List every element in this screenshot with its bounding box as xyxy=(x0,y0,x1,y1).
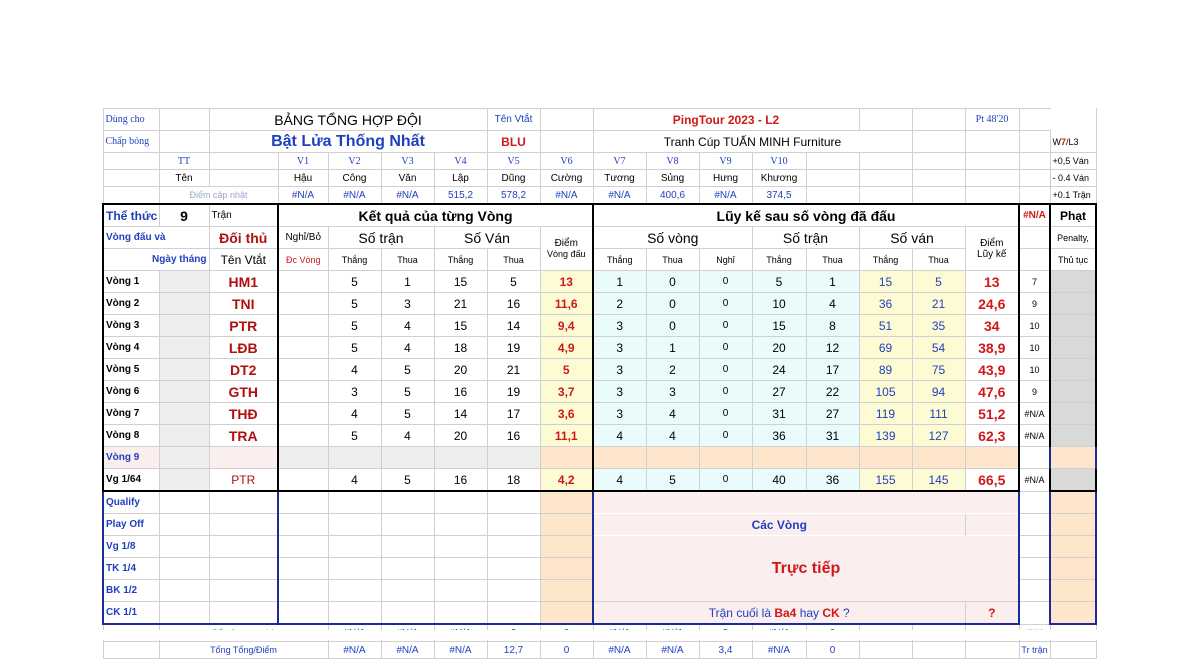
cum-points: 13 xyxy=(965,271,1019,293)
diem2-heading: Điểm xyxy=(980,237,1004,249)
round-points: 11,6 xyxy=(540,293,593,315)
thang-heading: Thắng xyxy=(593,249,646,271)
cum-matches-lost: 27 xyxy=(806,403,859,425)
opponent-code: GTH xyxy=(209,381,278,403)
tran-thua: 1 xyxy=(381,271,434,293)
tran-thua: 5 xyxy=(381,469,434,492)
round-points: 13 xyxy=(540,271,593,293)
footer-sub-value: 3,4 xyxy=(699,642,752,659)
cum-sets-won: 69 xyxy=(859,337,912,359)
round-points: 4,2 xyxy=(540,469,593,492)
tran-thang: 5 xyxy=(328,425,381,447)
final-note-mid: hay xyxy=(796,605,823,620)
cum-matches-won: 24 xyxy=(752,359,806,381)
cum-sets-lost: 21 xyxy=(912,293,965,315)
cum-points: 24,6 xyxy=(965,293,1019,315)
cum-matches-won: 5 xyxy=(752,271,806,293)
cum-sets-won: 139 xyxy=(859,425,912,447)
cum-rounds-won: 3 xyxy=(593,381,646,403)
thua-heading: Thua xyxy=(912,249,965,271)
footer-right: Tr trận xyxy=(1019,642,1050,659)
cum-sets-won: 119 xyxy=(859,403,912,425)
nghi-heading: Nghỉ xyxy=(699,249,752,271)
player-code: V6 xyxy=(540,153,593,170)
cum-rounds-rest: 0 xyxy=(699,293,752,315)
extra-value: #N/A xyxy=(1019,469,1050,492)
extra-value: 7 xyxy=(1019,271,1050,293)
vong-dau-va-label: Vòng đấu và xyxy=(103,227,209,249)
opponent-code: TRA xyxy=(209,425,278,447)
round-label: Vòng 8 xyxy=(103,425,159,447)
van-thua: 14 xyxy=(487,315,540,337)
cum-rounds-rest: 0 xyxy=(699,381,752,403)
cum-rounds-rest: 0 xyxy=(699,425,752,447)
cum-rounds-lost: 4 xyxy=(646,403,699,425)
cum-sets-lost: 145 xyxy=(912,469,965,492)
stage-label: BK 1/2 xyxy=(103,580,159,602)
bonus-line: +0,5 Ván xyxy=(1050,153,1096,170)
cum-rounds-won: 3 xyxy=(593,359,646,381)
player-code: V2 xyxy=(328,153,381,170)
tran-thang: 5 xyxy=(328,271,381,293)
na-heading: #N/A xyxy=(1019,204,1050,227)
cum-rounds-rest: 0 xyxy=(699,315,752,337)
format-value: 9 xyxy=(159,204,209,227)
bonus-line: +0.1 Trận xyxy=(1050,187,1096,205)
opponent-code: HM1 xyxy=(209,271,278,293)
footer-sub-value: #N/A xyxy=(752,642,806,659)
opponent-code: PTR xyxy=(209,469,278,492)
footer-sub-value: 12,7 xyxy=(487,642,540,659)
tran-thang: 4 xyxy=(328,359,381,381)
cum-rounds-lost: 3 xyxy=(646,381,699,403)
bang-tong-hop-title: BẢNG TỔNG HỢP ĐỘI xyxy=(209,109,487,131)
cum-matches-lost: 36 xyxy=(806,469,859,492)
table-row xyxy=(103,425,1096,447)
player-name: Tương xyxy=(593,170,646,187)
cum-matches-lost: 4 xyxy=(806,293,859,315)
results-heading: Kết quả của từng Vòng xyxy=(278,204,593,227)
player-code: V3 xyxy=(381,153,434,170)
cum-sets-lost: 75 xyxy=(912,359,965,381)
player-points: 515,2 xyxy=(434,187,487,205)
van-thang: 20 xyxy=(434,359,487,381)
footer-sub-value: #N/A xyxy=(381,642,434,659)
round-label: Vòng 1 xyxy=(103,271,159,293)
player-name: Hưng xyxy=(699,170,752,187)
cum-rounds-lost: 0 xyxy=(646,315,699,337)
table-row xyxy=(103,403,1096,425)
update-label: Điểm cập nhật xyxy=(159,187,278,205)
cum-matches-lost: 1 xyxy=(806,271,859,293)
final-note xyxy=(593,602,965,625)
player-name: Cường xyxy=(540,170,593,187)
table-row xyxy=(103,315,1096,337)
cum-rounds-lost: 5 xyxy=(646,469,699,492)
cum-rounds-won: 4 xyxy=(593,469,646,492)
round-label: Vòng 2 xyxy=(103,293,159,315)
cum-sets-won: 105 xyxy=(859,381,912,403)
van-thua: 17 xyxy=(487,403,540,425)
extra-value: 9 xyxy=(1019,293,1050,315)
so-van2-heading: Số ván xyxy=(859,227,965,249)
player-points: 374,5 xyxy=(752,187,806,205)
tran-thua: 4 xyxy=(381,337,434,359)
stage-label: Vg 1/8 xyxy=(103,536,159,558)
footer-sub-value: #N/A xyxy=(593,642,646,659)
cum-points: 34 xyxy=(965,315,1019,337)
cum-sets-won: 89 xyxy=(859,359,912,381)
van-thua: 19 xyxy=(487,381,540,403)
stage-row xyxy=(103,536,1096,558)
tran-thang: 5 xyxy=(328,337,381,359)
player-points: #N/A xyxy=(381,187,434,205)
van-thang: 14 xyxy=(434,403,487,425)
table-row xyxy=(103,381,1096,403)
cum-matches-lost: 12 xyxy=(806,337,859,359)
phat-heading: Phạt xyxy=(1050,204,1096,227)
tran-thang: 3 xyxy=(328,381,381,403)
pt-value: Pt 48'20 xyxy=(965,109,1019,131)
cum-rounds-won: 3 xyxy=(593,403,646,425)
cum-rounds-rest: 0 xyxy=(699,337,752,359)
cac-vong-label: Các Vòng xyxy=(593,514,965,536)
round-points: 11,1 xyxy=(540,425,593,447)
table-row xyxy=(103,271,1096,293)
van-thua: 18 xyxy=(487,469,540,492)
round-label: Vòng 7 xyxy=(103,403,159,425)
cum-rounds-rest: 0 xyxy=(699,359,752,381)
so-tran-heading: Số trận xyxy=(328,227,434,249)
so-vong-heading: Số vòng xyxy=(593,227,752,249)
tran-thua: 3 xyxy=(381,293,434,315)
tournament-title: PingTour 2023 - L2 xyxy=(593,109,859,131)
van-thua: 16 xyxy=(487,293,540,315)
round-label: Vg 1/64 xyxy=(103,469,159,492)
cum-rounds-won: 2 xyxy=(593,293,646,315)
player-points: #N/A xyxy=(699,187,752,205)
van-thua: 21 xyxy=(487,359,540,381)
round-label: Vòng 9 xyxy=(103,447,159,469)
player-code: V7 xyxy=(593,153,646,170)
chap-bong-label: Chấp bóng xyxy=(103,131,159,153)
van-thua: 5 xyxy=(487,271,540,293)
round-label: Vòng 6 xyxy=(103,381,159,403)
cum-points: 47,6 xyxy=(965,381,1019,403)
van-thang: 15 xyxy=(434,315,487,337)
player-code: V4 xyxy=(434,153,487,170)
van-thua: 19 xyxy=(487,337,540,359)
vong-dau-heading: Vòng đấu xyxy=(546,249,586,259)
stage-label: TK 1/4 xyxy=(103,558,159,580)
player-code: V8 xyxy=(646,153,699,170)
cum-rounds-won: 1 xyxy=(593,271,646,293)
cum-matches-lost: 8 xyxy=(806,315,859,337)
team-name: Bật Lửa Thống Nhất xyxy=(209,131,487,153)
stage-label: Play Off xyxy=(103,514,159,536)
stage-row xyxy=(103,602,1096,625)
extra-value: 9 xyxy=(1019,381,1050,403)
opponent-code: PTR xyxy=(209,315,278,337)
opponent-code: TNI xyxy=(209,293,278,315)
cum-sets-won: 51 xyxy=(859,315,912,337)
cum-sets-won: 36 xyxy=(859,293,912,315)
table-row xyxy=(103,337,1096,359)
stage-label: Qualify xyxy=(103,491,159,514)
player-name: Sủng xyxy=(646,170,699,187)
final-note-a: Ba4 xyxy=(774,605,797,620)
dc-vong-heading: Đc Vòng xyxy=(278,249,328,271)
cum-rounds-rest: 0 xyxy=(699,271,752,293)
player-code: V9 xyxy=(699,153,752,170)
tong-diem-label: Tổng Tổng/Điểm xyxy=(159,642,328,659)
cum-sets-won: 155 xyxy=(859,469,912,492)
cum-matches-won: 10 xyxy=(752,293,806,315)
penalty-label: Penalty, xyxy=(1050,227,1096,249)
player-name: Công xyxy=(328,170,381,187)
round-points: 4,9 xyxy=(540,337,593,359)
opponent-code: THĐ xyxy=(209,403,278,425)
cum-matches-won: 36 xyxy=(752,425,806,447)
cum-rounds-won: 3 xyxy=(593,337,646,359)
round-points: 5 xyxy=(540,359,593,381)
van-thang: 20 xyxy=(434,425,487,447)
extra-value: #N/A xyxy=(1019,425,1050,447)
tran-thang: 4 xyxy=(328,403,381,425)
cum-matches-lost: 31 xyxy=(806,425,859,447)
player-code: V5 xyxy=(487,153,540,170)
player-name: Lập xyxy=(434,170,487,187)
nghi-bo-heading: Nghỉ/Bỏ xyxy=(278,227,328,249)
cum-rounds-lost: 1 xyxy=(646,337,699,359)
player-points: #N/A xyxy=(593,187,646,205)
opponent-code: LĐB xyxy=(209,337,278,359)
thua-heading: Thua xyxy=(487,249,540,271)
player-code: V10 xyxy=(752,153,806,170)
cumulative-heading: Lũy kế sau số vòng đã đấu xyxy=(593,204,1019,227)
tran-thua: 4 xyxy=(381,315,434,337)
van-thang: 15 xyxy=(434,271,487,293)
doi-thu-heading: Đối thủ xyxy=(209,227,278,249)
round-label: Vòng 5 xyxy=(103,359,159,381)
cum-rounds-lost: 2 xyxy=(646,359,699,381)
cum-sets-lost: 5 xyxy=(912,271,965,293)
player-points: #N/A xyxy=(540,187,593,205)
player-points: 400,6 xyxy=(646,187,699,205)
round-label: Vòng 3 xyxy=(103,315,159,337)
summary-sheet xyxy=(102,108,1097,659)
cum-matches-won: 31 xyxy=(752,403,806,425)
cum-matches-lost: 22 xyxy=(806,381,859,403)
stage-row xyxy=(103,491,1096,514)
cum-rounds-won: 4 xyxy=(593,425,646,447)
thu-tuc-label: Thủ tục xyxy=(1050,249,1096,271)
van-thang: 21 xyxy=(434,293,487,315)
player-code: V1 xyxy=(278,153,328,170)
truc-tiep-label: Trực tiếp xyxy=(593,536,1019,602)
thang-heading: Thắng xyxy=(859,249,912,271)
diem-vong-dau-heading xyxy=(540,227,593,271)
tt-label: TT xyxy=(159,153,209,170)
cum-sets-lost: 94 xyxy=(912,381,965,403)
cum-matches-won: 40 xyxy=(752,469,806,492)
cum-rounds-won: 3 xyxy=(593,315,646,337)
cup-title: Tranh Cúp TUẤN MINH Furniture xyxy=(593,131,912,153)
footer-sub-value: 0 xyxy=(806,642,859,659)
footer-sub-value: #N/A xyxy=(434,642,487,659)
round-points: 3,7 xyxy=(540,381,593,403)
footer-sub-value: #N/A xyxy=(328,642,381,659)
van-thang: 18 xyxy=(434,337,487,359)
final-note-pre: Trận cuối là xyxy=(708,605,775,620)
thang-heading: Thắng xyxy=(328,249,381,271)
player-points: 578,2 xyxy=(487,187,540,205)
tran-thua: 4 xyxy=(381,425,434,447)
extra-value: 10 xyxy=(1019,337,1050,359)
cum-sets-won: 15 xyxy=(859,271,912,293)
player-points: #N/A xyxy=(278,187,328,205)
thang-heading: Thắng xyxy=(752,249,806,271)
cum-matches-lost: 17 xyxy=(806,359,859,381)
format-unit: Trận xyxy=(209,204,278,227)
footer-sub-value: #N/A xyxy=(646,642,699,659)
cum-rounds-lost: 0 xyxy=(646,271,699,293)
cum-rounds-rest: 0 xyxy=(699,403,752,425)
tran-thang: 5 xyxy=(328,315,381,337)
ten-label: Tên xyxy=(159,170,209,187)
thang-heading: Thắng xyxy=(434,249,487,271)
tran-thua: 5 xyxy=(381,381,434,403)
cum-matches-won: 27 xyxy=(752,381,806,403)
tran-thang: 4 xyxy=(328,469,381,492)
ten-vtat-label: Tên Vtắt xyxy=(487,109,540,131)
player-name: Văn xyxy=(381,170,434,187)
van-thua: 16 xyxy=(487,425,540,447)
table-row xyxy=(103,293,1096,315)
w7-value: W7/L3 xyxy=(1050,131,1096,153)
cum-rounds-lost: 0 xyxy=(646,293,699,315)
tran-thua: 5 xyxy=(381,359,434,381)
cum-matches-won: 15 xyxy=(752,315,806,337)
van-thang: 16 xyxy=(434,469,487,492)
cum-rounds-rest: 0 xyxy=(699,469,752,492)
cum-points: 38,9 xyxy=(965,337,1019,359)
final-note-post: ? xyxy=(839,605,850,620)
extra-value: 10 xyxy=(1019,315,1050,337)
cum-points: 62,3 xyxy=(965,425,1019,447)
round-label: Vòng 4 xyxy=(103,337,159,359)
footer-sub-value: 0 xyxy=(540,642,593,659)
extra-value: #N/A xyxy=(1019,403,1050,425)
dung-cho-label: Dùng cho xyxy=(103,109,159,131)
diem-heading: Điểm xyxy=(554,238,578,249)
player-points: #N/A xyxy=(328,187,381,205)
thua-heading: Thua xyxy=(806,249,859,271)
team-code: BLU xyxy=(487,131,540,153)
format-label: Thể thức xyxy=(103,204,159,227)
round-points: 9,4 xyxy=(540,315,593,337)
opponent-code: DT2 xyxy=(209,359,278,381)
round-points: 3,6 xyxy=(540,403,593,425)
cum-points: 66,5 xyxy=(965,469,1019,492)
bonus-line: - 0.4 Ván xyxy=(1050,170,1096,187)
cum-sets-lost: 35 xyxy=(912,315,965,337)
tran-thang: 5 xyxy=(328,293,381,315)
cum-sets-lost: 127 xyxy=(912,425,965,447)
player-name: Khương xyxy=(752,170,806,187)
cum-sets-lost: 54 xyxy=(912,337,965,359)
diem-luy-ke-heading xyxy=(965,227,1019,271)
so-tran2-heading: Số trận xyxy=(752,227,859,249)
player-name: Dũng xyxy=(487,170,540,187)
player-name: Hậu xyxy=(278,170,328,187)
ten-vtat-heading: Tên Vtắt xyxy=(209,249,278,271)
van-thang: 16 xyxy=(434,381,487,403)
thua-heading: Thua xyxy=(381,249,434,271)
extra-value: 10 xyxy=(1019,359,1050,381)
tran-thua: 5 xyxy=(381,403,434,425)
stage-label: CK 1/1 xyxy=(103,602,159,625)
ngay-thang-label: Ngày tháng xyxy=(103,249,209,271)
cum-sets-lost: 111 xyxy=(912,403,965,425)
cum-points: 43,9 xyxy=(965,359,1019,381)
thua-heading: Thua xyxy=(646,249,699,271)
cum-rounds-lost: 4 xyxy=(646,425,699,447)
luy-ke-heading: Lũy kế xyxy=(977,248,1007,260)
final-question: ? xyxy=(965,602,1019,625)
table-row xyxy=(103,359,1096,381)
so-van-heading: Số Ván xyxy=(434,227,540,249)
cum-points: 51,2 xyxy=(965,403,1019,425)
cum-matches-won: 20 xyxy=(752,337,806,359)
stage-row xyxy=(103,514,1096,536)
final-note-b: CK xyxy=(822,605,840,620)
